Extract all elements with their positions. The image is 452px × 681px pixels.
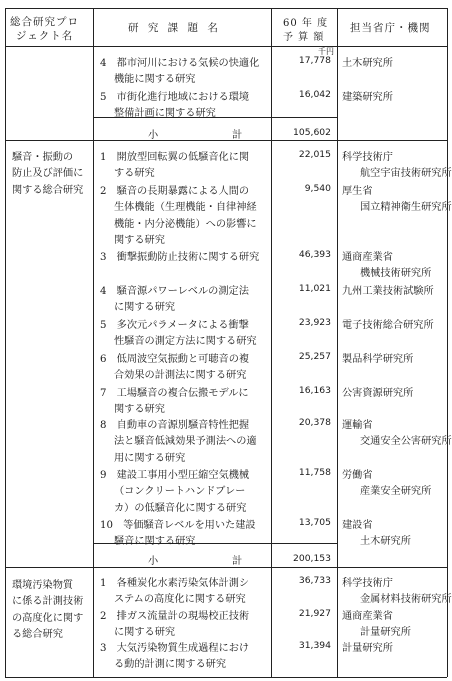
agency-name: 通商産業省 bbox=[342, 252, 393, 263]
research-title-line: 4 騒音源パワーレベルの測定法 bbox=[100, 286, 249, 297]
column-rule bbox=[337, 8, 338, 677]
research-title-line: に関する研究 bbox=[114, 302, 176, 314]
budget-amount: 13,705 bbox=[298, 517, 331, 528]
agency-name: 電子技術総合研究所 bbox=[342, 320, 434, 331]
header-title: 研 究 課 題 名 bbox=[128, 22, 221, 34]
research-title-line: 5 多次元パラメータによる衝撃 bbox=[100, 320, 249, 331]
header-agency: 担当省庁・機関 bbox=[350, 22, 431, 34]
subtotal-amount: 105,602 bbox=[293, 127, 331, 138]
research-title-line: 関する研究 bbox=[114, 404, 165, 416]
agency-name: 科学技術庁 bbox=[342, 578, 393, 589]
research-title-line: 用に関する研究 bbox=[114, 452, 186, 464]
project-name: に係る計測技術 bbox=[12, 596, 84, 608]
agency-name: 計量研究所 bbox=[360, 627, 411, 639]
agency-name: 通商産業省 bbox=[342, 611, 393, 622]
budget-unit: 千円 bbox=[318, 47, 334, 56]
subtotal-label: 計 bbox=[232, 556, 243, 567]
research-title-line: に関する研究 bbox=[114, 627, 176, 639]
agency-name: 金属材料技術研究所 bbox=[360, 594, 452, 606]
table-bottom-rule bbox=[5, 677, 447, 678]
agency-name: 製品科学研究所 bbox=[342, 354, 414, 365]
agency-name: 建設省 bbox=[342, 520, 373, 531]
research-title-line: 9 建設工事用小型圧縮空気機械 bbox=[100, 470, 250, 481]
subtotal-label: 計 bbox=[232, 130, 243, 141]
agency-name: 機械技術研究所 bbox=[360, 268, 432, 280]
column-rule bbox=[447, 8, 448, 677]
budget-amount: 23,923 bbox=[298, 317, 331, 328]
research-title-line: 2 騒音の長期暴露による人間の bbox=[100, 186, 250, 197]
agency-name: 計量研究所 bbox=[342, 643, 393, 654]
budget-amount: 22,015 bbox=[298, 149, 331, 160]
research-title-line: 機能に関する研究 bbox=[114, 74, 196, 86]
research-title-line: 5 市街化進行地域における環境 bbox=[100, 92, 250, 103]
research-title-line: する研究 bbox=[114, 168, 155, 180]
project-name: 防止及び評価に bbox=[12, 168, 84, 180]
research-title-line: 6 低周波空気振動と可聴音の複 bbox=[100, 354, 250, 365]
project-name: る総合研究 bbox=[12, 629, 63, 641]
research-title-line: 整備計画に関する研究 bbox=[114, 108, 216, 120]
research-title-line: る動的計測に関する研究 bbox=[114, 659, 227, 671]
research-title-line: 1 開放型回転翼の低騒音化に関 bbox=[100, 152, 250, 163]
budget-amount: 9,540 bbox=[304, 183, 331, 194]
column-rule bbox=[93, 8, 94, 677]
budget-amount: 16,042 bbox=[298, 89, 331, 100]
research-title-line: 3 衝撃振動防止技術に関する研究 bbox=[100, 252, 260, 263]
research-title-line: 騒音に関する研究 bbox=[114, 536, 196, 548]
research-title-line: 合効果の計測法に関する研究 bbox=[114, 370, 247, 382]
research-title-line: 2 排ガス流量計の現場校正技術 bbox=[100, 611, 250, 622]
budget-amount: 21,927 bbox=[298, 608, 331, 619]
budget-amount: 11,021 bbox=[298, 283, 331, 294]
agency-name: 厚生省 bbox=[342, 186, 373, 197]
agency-name: 土木研究所 bbox=[360, 536, 411, 548]
research-title-line: 関する研究 bbox=[114, 235, 165, 247]
research-title-line: 8 自動車の音源別騒音特性把握 bbox=[100, 420, 250, 431]
research-title-line: （コンクリートハンドブレー bbox=[114, 486, 246, 498]
project-name: 環境汚染物質 bbox=[12, 580, 74, 591]
budget-amount: 11,758 bbox=[298, 467, 331, 478]
research-title-line: 性騒音の測定方法に関する研究 bbox=[114, 336, 257, 348]
budget-amount: 16,163 bbox=[298, 385, 331, 396]
agency-name: 科学技術庁 bbox=[342, 152, 393, 163]
section-rule bbox=[5, 140, 447, 141]
agency-name: 国立精神衛生研究所 bbox=[360, 202, 452, 214]
research-title-line: 生体機能（生理機能・自律神経 bbox=[114, 202, 257, 214]
budget-amount: 46,393 bbox=[298, 249, 331, 260]
agency-name: 交通安全公害研究所 bbox=[360, 436, 452, 448]
research-title-line: 機能・内分泌機能）への影響に bbox=[114, 218, 257, 230]
column-rule bbox=[5, 8, 6, 677]
agency-name: 労働省 bbox=[342, 470, 373, 481]
agency-name: 九州工業技術試験所 bbox=[342, 286, 434, 297]
header-project-name: ジェクト名 bbox=[16, 30, 74, 42]
research-title-line: 10 等価騒音レベルを用いた建設 bbox=[100, 520, 256, 531]
table-top-rule bbox=[5, 8, 447, 9]
project-name: 騒音・振動の bbox=[12, 152, 74, 163]
subtotal-amount: 200,153 bbox=[293, 553, 331, 564]
budget-amount: 20,378 bbox=[298, 417, 331, 428]
agency-name: 公害資源研究所 bbox=[342, 388, 414, 399]
research-title-line: 法と騒音低減効果予測法への適 bbox=[114, 436, 257, 448]
research-title-line: ステムの高度化に関する研究 bbox=[114, 594, 246, 606]
agency-name: 産業安全研究所 bbox=[360, 486, 432, 498]
research-title-line: 7 工場騒音の複合伝搬モデルに bbox=[100, 388, 249, 399]
project-name: の高度化に関す bbox=[12, 612, 84, 624]
budget-amount: 36,733 bbox=[298, 575, 331, 586]
research-title-line: カ）の低騒音化に関する研究 bbox=[114, 502, 247, 514]
header-budget: 60 年 度 bbox=[283, 18, 329, 29]
agency-name: 航空宇宙技術研究所 bbox=[360, 168, 452, 180]
subtotal-label: 小 bbox=[148, 556, 159, 567]
project-name: 関する総合研究 bbox=[12, 184, 84, 196]
agency-name: 建築研究所 bbox=[342, 92, 393, 103]
subtotal-label: 小 bbox=[148, 130, 159, 141]
budget-amount: 25,257 bbox=[298, 351, 331, 362]
header-bottom-rule bbox=[5, 46, 447, 47]
budget-amount: 31,394 bbox=[298, 640, 331, 651]
section-rule bbox=[5, 567, 447, 568]
budget-amount: 17,778 bbox=[298, 55, 331, 66]
agency-name: 土木研究所 bbox=[342, 58, 393, 69]
research-title-line: 1 各種炭化水素汚染気体計測シ bbox=[100, 578, 250, 589]
agency-name: 運輸省 bbox=[342, 420, 373, 431]
research-title-line: 4 都市河川における気候の快適化 bbox=[100, 58, 260, 69]
header-budget: 予 算 額 bbox=[283, 32, 325, 43]
research-title-line: 3 大気汚染物質生成過程におけ bbox=[100, 643, 250, 654]
header-project-name: 総合研究プロ bbox=[10, 16, 79, 28]
